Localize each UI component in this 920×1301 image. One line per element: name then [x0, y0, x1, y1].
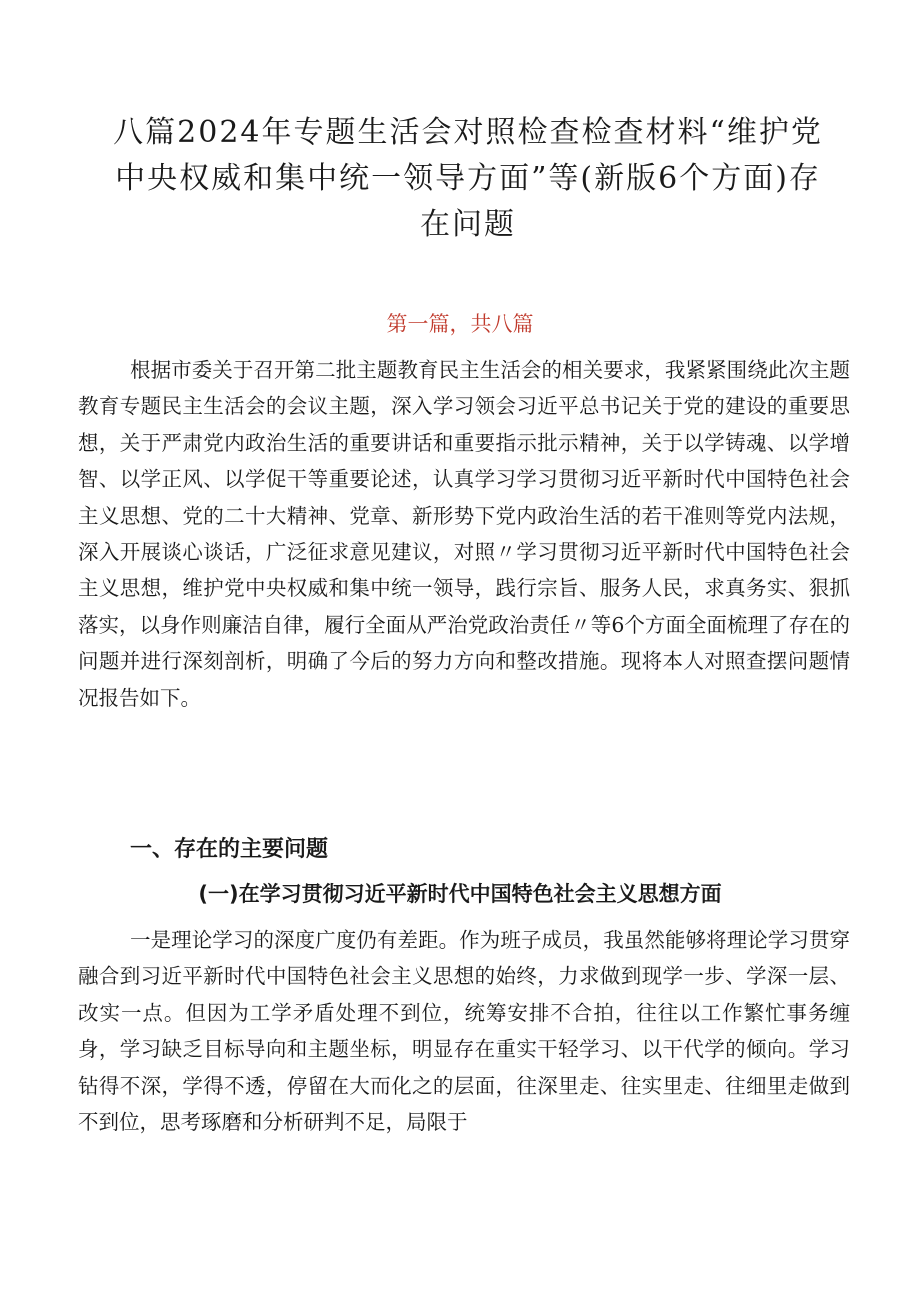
section-heading: 一、存在的主要问题 — [130, 837, 329, 862]
body-paragraph: 一是理论学习的深度广度仍有差距。作为班子成员，我虽然能够将理论学习贯穿融合到习近平新时代中国特色社会主义思想的始终，力求做到现学一步、学深一层、改实一点。但因为工学矛盾处理不到位，统筹安排不合拍，往往以工作繁忙事务缠身，学习缺乏目标导向和主题坐标，明显存在重实干轻学习、以干代学的倾向。学习钻得不深，学得不透，停留在大而化之的层面，往深里走、往实里走、往细里走做到不到位，思考琢磨和分析研判不足，局限于 — [78, 928, 850, 1135]
document-title: 八篇2024年专题生活会对照检查检查材料“维护党中央权威和集中统一领导方面”等(新版6个方面)存在问题 — [113, 115, 823, 242]
intro-paragraph: 根据市委关于召开第二批主题教育民主生活会的相关要求，我紧紧围绕此次主题教育专题民主生活会的会议主题，深入学习领会习近平总书记关于党的建设的重要思想，关于严肃党内政治生活的重要讲话和重要指示批示精神，关于以学铸魂、以学增智、以学正风、以学促干等重要论述，认真学习学习贯彻习近平新时代中国特色社会主义思想、党的二十大精神、党章、新形势下党内政治生活的若干准则等党内法规，深入开展谈心谈话，广泛征求意见建议，对照〃学习贯彻习近平新时代中国特色社会主义思想，维护党中央权威和集中统一领导，践行宗旨、服务人民，求真务实、狠抓落实，以身作则廉洁自律，履行全面从严治党政治责任〃等6个方面全面梳理了存在的问题并进行深刻剖析，明确了今后的努力方向和整改措施。现将本人对照查摆问题情况报告如下。 — [78, 358, 850, 710]
subsection-heading: (一)在学习贯彻习近平新时代中国特色社会主义思想方面 — [198, 882, 722, 906]
document-subtitle: 第一篇，共八篇 — [386, 312, 534, 336]
